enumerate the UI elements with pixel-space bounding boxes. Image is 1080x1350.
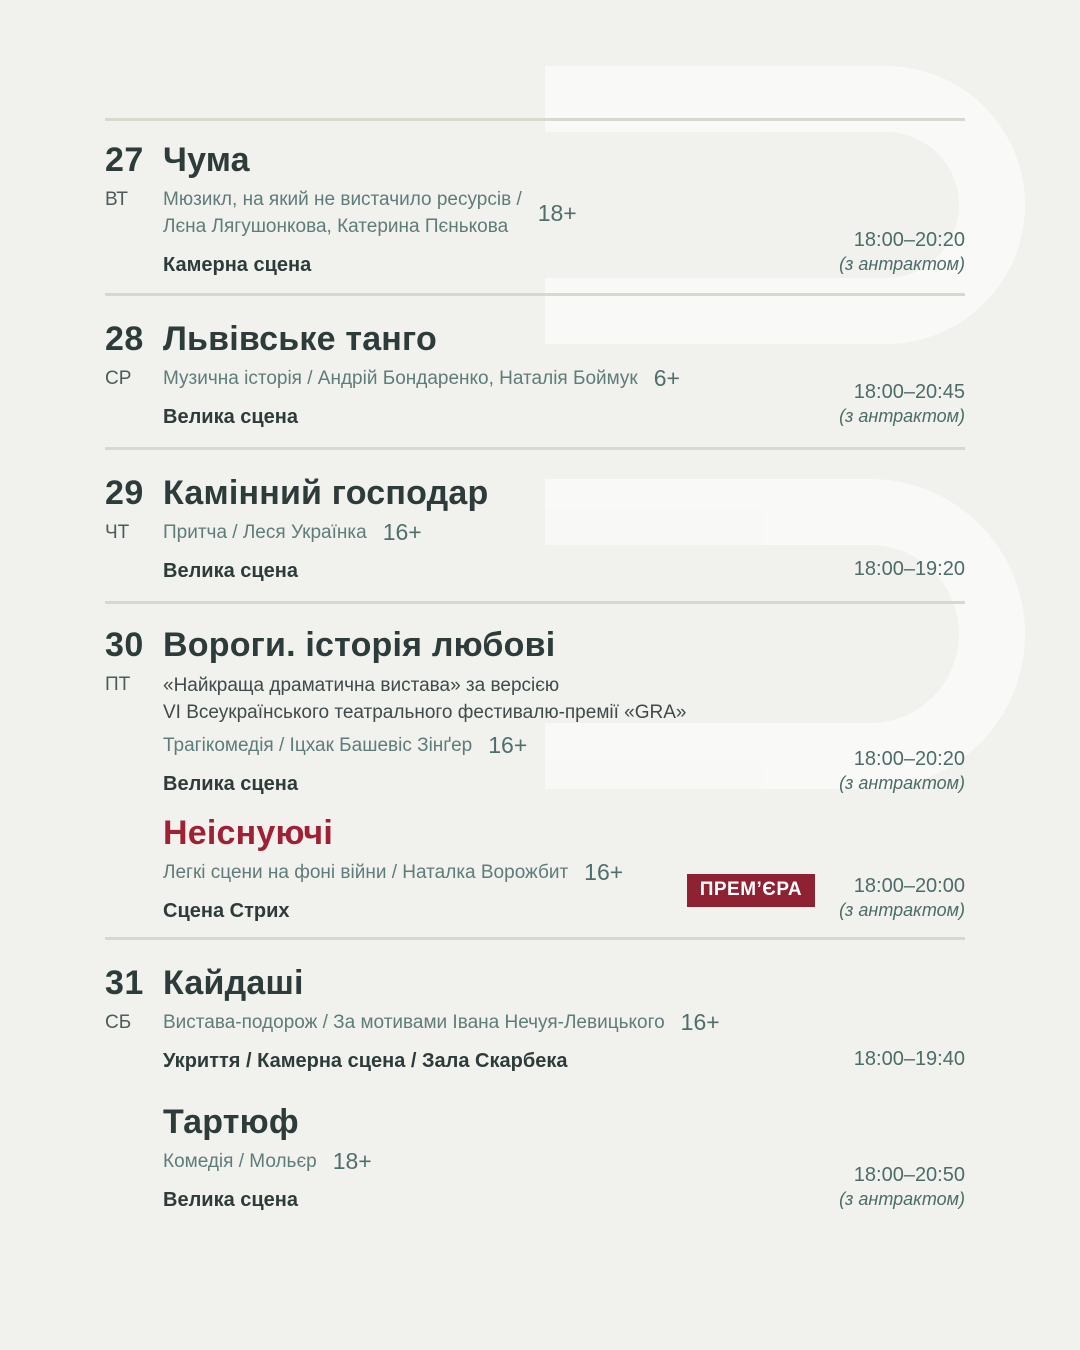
entry-venue: Сцена Стрих xyxy=(163,900,290,922)
entry-time-note: (з антрактом) xyxy=(839,254,965,274)
entry-description-row xyxy=(163,186,751,240)
entry-description-row xyxy=(163,1009,751,1036)
entry-time-note: (з антрактом) xyxy=(839,1189,965,1209)
entry-time: 18:00–19:40 xyxy=(853,1048,965,1070)
entry-description: Комедія / Мольєр xyxy=(163,1151,317,1172)
entry-number: 31 xyxy=(105,964,144,1002)
entry-date xyxy=(105,141,163,277)
entry-number: 28 xyxy=(105,320,144,358)
entry-title: Кайдаші xyxy=(163,964,304,1002)
entry-day: ЧТ xyxy=(105,522,130,543)
schedule-entry xyxy=(105,604,965,796)
entry-time-note: (з антрактом) xyxy=(839,900,965,920)
entry-time-block xyxy=(751,1162,965,1212)
age-rating: 16+ xyxy=(382,519,422,545)
entry-title: Тартюф xyxy=(163,1103,299,1141)
entry-description: Мюзикл, на який не вистачило ресурсів / Лєна Лягушонкова, Катерина Пєнькова xyxy=(163,189,522,237)
entry-time: 18:00–19:20 xyxy=(853,558,965,580)
entry-description: Трагікомедія / Іцхак Башевіс Зінґер xyxy=(163,735,473,756)
entry-time-block xyxy=(751,746,965,796)
entry-description-row xyxy=(163,365,751,392)
entry-venue: Камерна сцена xyxy=(163,254,312,276)
entry-main xyxy=(163,626,751,796)
schedule-entry xyxy=(105,450,965,601)
entry-time: 18:00–20:45 xyxy=(853,381,965,403)
premiere-badge: ПРЕМ’ЄРА xyxy=(687,874,815,907)
schedule-entry xyxy=(105,121,965,293)
entry-time-stack xyxy=(839,873,965,922)
entry-date xyxy=(105,320,163,429)
age-rating: 16+ xyxy=(680,1009,720,1035)
entry-date xyxy=(105,814,163,923)
entry-title: Неіснуючі xyxy=(163,814,333,852)
entry-time-block xyxy=(751,556,965,583)
entry-description-row xyxy=(163,519,751,546)
entry-venue: Велика сцена xyxy=(163,1189,298,1211)
entry-date xyxy=(105,626,163,796)
entry-number: 27 xyxy=(105,141,144,179)
entry-time: 18:00–20:50 xyxy=(853,1164,965,1186)
entry-description-row xyxy=(163,732,751,759)
entry-venue: Велика сцена xyxy=(163,560,298,582)
age-rating: 16+ xyxy=(584,859,624,885)
schedule-list xyxy=(105,118,965,1212)
age-rating: 16+ xyxy=(488,732,528,758)
entry-main xyxy=(163,320,751,429)
entry-venue: Укриття / Камерна сцена / Зала Скарбека xyxy=(163,1050,568,1072)
schedule-entry xyxy=(105,1073,965,1212)
entry-time-block xyxy=(699,873,965,923)
entry-venue: Велика сцена xyxy=(163,773,298,795)
entry-day: ВТ xyxy=(105,189,129,210)
entry-day: ПТ xyxy=(105,674,131,695)
entry-time: 18:00–20:20 xyxy=(853,229,965,251)
entry-title: Камінний господар xyxy=(163,474,489,512)
entry-title: Вороги. історія любові xyxy=(163,626,556,664)
entry-time: 18:00–20:20 xyxy=(853,748,965,770)
entry-main xyxy=(163,141,751,277)
entry-time-block xyxy=(751,379,965,429)
entry-day: СБ xyxy=(105,1012,132,1033)
age-rating: 18+ xyxy=(537,199,577,226)
entry-time-note: (з антрактом) xyxy=(839,773,965,793)
entry-title: Чума xyxy=(163,141,250,179)
entry-title: Львівське танго xyxy=(163,320,437,358)
entry-time: 18:00–20:00 xyxy=(853,875,965,897)
entry-main xyxy=(163,1103,751,1212)
entry-description-row xyxy=(163,859,751,886)
entry-main xyxy=(163,474,751,583)
schedule-entry xyxy=(105,296,965,447)
schedule-entry xyxy=(105,940,965,1073)
entry-day: СР xyxy=(105,368,132,389)
entry-description: Притча / Леся Українка xyxy=(163,522,367,543)
age-rating: 18+ xyxy=(332,1148,372,1174)
entry-award: «Найкраща драматична вистава» за версією VI Всеукраїнського театрального фестивалю-премії «GRA» xyxy=(163,675,687,723)
schedule-entry xyxy=(105,796,965,937)
entry-time-block xyxy=(751,227,965,277)
entry-time-block xyxy=(751,1046,965,1073)
entry-number: 30 xyxy=(105,626,144,664)
entry-description: Вистава-подорож / За мотивами Івана Нечуя-Левицького xyxy=(163,1012,665,1033)
entry-number: 29 xyxy=(105,474,144,512)
entry-main xyxy=(163,814,751,923)
age-rating: 6+ xyxy=(653,365,680,391)
entry-date xyxy=(105,1103,163,1212)
entry-time-note: (з антрактом) xyxy=(839,406,965,426)
entry-main xyxy=(163,964,751,1073)
entry-description: Легкі сцени на фоні війни / Наталка Ворожбит xyxy=(163,862,569,883)
entry-date xyxy=(105,964,163,1073)
entry-description-row xyxy=(163,1148,751,1175)
entry-date xyxy=(105,474,163,583)
entry-description: Музична історія / Андрій Бондаренко, Наталія Боймук xyxy=(163,368,638,389)
entry-venue: Велика сцена xyxy=(163,406,298,428)
